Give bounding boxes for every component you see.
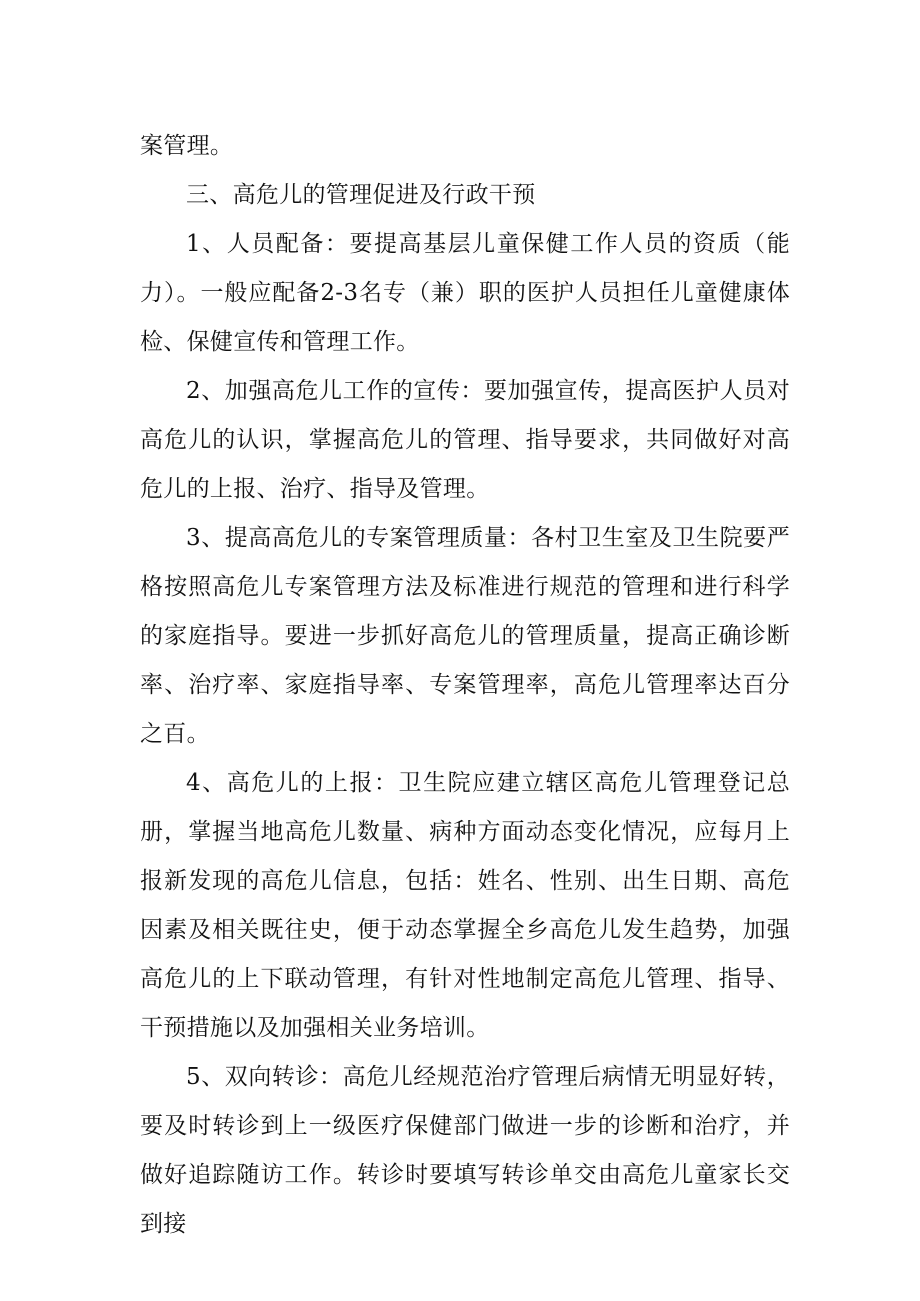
paragraph-item-4: 4、高危儿的上报：卫生院应建立辖区高危儿管理登记总册，掌握当地高危儿数量、病种方面动态变化情况，应每月上报新发现的高危儿信息，包括：姓名、性别、出生日期、高危因素及相关既往史，便于动态掌握全乡高危儿发生趋势，加强高危儿的上下联动管理，有针对性地制定高危儿管理、指导、干预措施以及加强相关业务培训。 [140,770,790,1041]
section-heading: 三、高危儿的管理促进及行政干预 [186,182,536,208]
paragraph-continuation: 案管理。 [140,133,234,159]
document-body [140,122,790,1249]
paragraph-item-2: 2、加强高危儿工作的宣传：要加强宣传，提高医护人员对高危儿的认识，掌握高危儿的管理、指导要求，共同做好对高危儿的上报、治疗、指导及管理。 [140,378,790,502]
paragraph-item-5: 5、双向转诊：高危儿经规范治疗管理后病情无明显好转，要及时转诊到上一级医疗保健部门做进一步的诊断和治疗，并做好追踪随访工作。转诊时要填写转诊单交由高危儿童家长交到接 [140,1064,790,1237]
paragraph-item-3: 3、提高高危儿的专案管理质量：各村卫生室及卫生院要严格按照高危儿专案管理方法及标准进行规范的管理和进行科学的家庭指导。要进一步抓好高危儿的管理质量，提高正确诊断率、治疗率、家庭指导率、专案管理率，高危儿管理率达百分之百。 [140,525,790,747]
paragraph-item-1: 1、人员配备：要提高基层儿童保健工作人员的资质（能力）。一般应配备2-3名专（兼）职的医护人员担任儿童健康体检、保健宣传和管理工作。 [140,231,790,355]
